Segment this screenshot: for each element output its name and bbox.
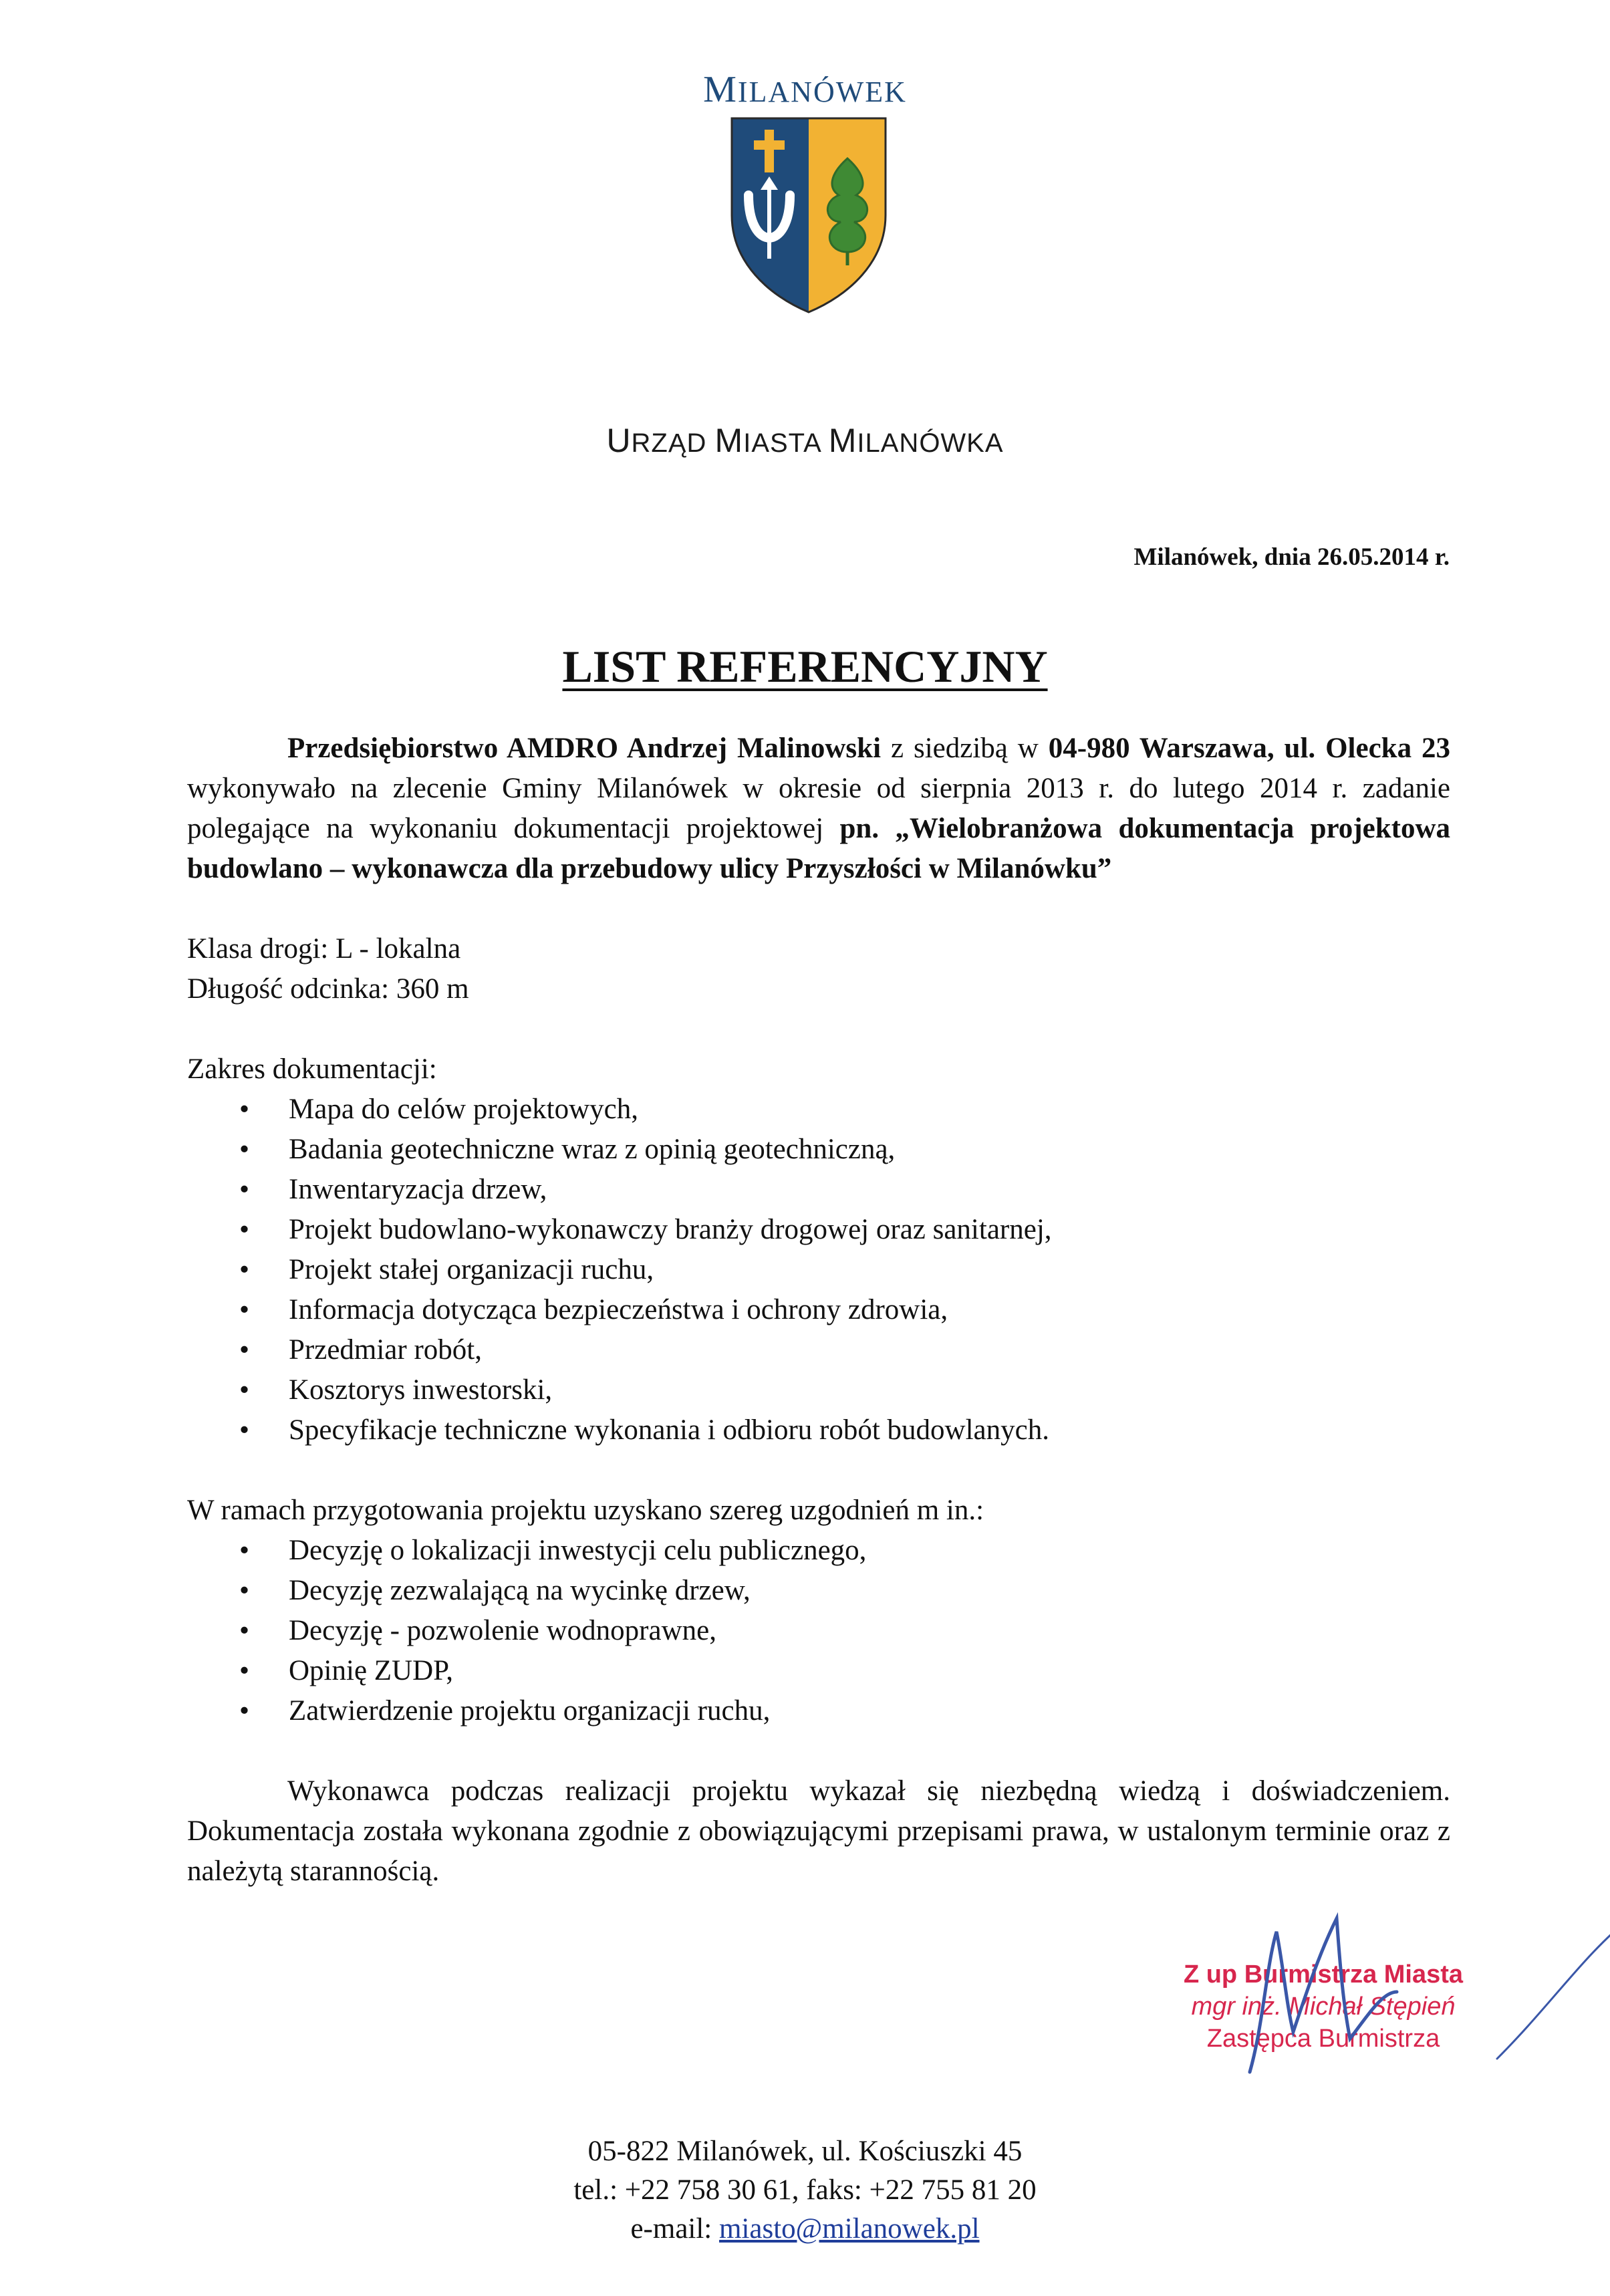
company-name: Przedsiębiorstwo AMDRO Andrzej Malinowski xyxy=(287,733,882,764)
list-item: • Informacja dotycząca bezpieczeństwa i ochrony zdrowia, xyxy=(187,1290,1450,1330)
coat-of-arms-icon xyxy=(728,115,889,315)
list-item: • Kosztorys inwestorski, xyxy=(187,1370,1450,1410)
list-item: • Badania geotechniczne wraz z opinią geotechniczną, xyxy=(187,1130,1450,1170)
list-item: • Decyzję o lokalizacji inwestycji celu publicznego, xyxy=(187,1531,1450,1571)
company-address: 04-980 Warszawa, ul. Olecka 23 xyxy=(1048,733,1451,764)
letter-body xyxy=(187,729,1450,1892)
document-title: LIST REFERENCYJNY xyxy=(562,641,1048,692)
list-item: • Przedmiar robót, xyxy=(187,1330,1450,1370)
footer-email-line: e-mail: miasto@milanowek.pl xyxy=(630,2213,980,2245)
list-item: • Decyzję - pozwolenie wodnoprawne, xyxy=(187,1611,1450,1651)
approvals-heading: W ramach przygotowania projektu uzyskano szereg uzgodnień m in.: xyxy=(187,1495,984,1526)
list-item: • Projekt stałej organizacji ruchu, xyxy=(187,1250,1450,1290)
road-class: Klasa drogi: L - lokalna xyxy=(187,933,461,965)
stamp-line-3: Zastępca Burmistrza xyxy=(1206,2025,1440,2053)
list-item: • Decyzję zezwalającą na wycinkę drzew, xyxy=(187,1571,1450,1611)
stamp-line-1: Z up Burmistrza Miasta xyxy=(1183,1960,1464,1989)
list-item: • Opinię ZUDP, xyxy=(187,1651,1450,1691)
list-item: • Projekt budowlano-wykonawczy branży drogowej oraz sanitarnej, xyxy=(187,1210,1450,1250)
list-item: • Mapa do celów projektowych, xyxy=(187,1090,1450,1130)
scope-list xyxy=(187,1090,1450,1450)
handwritten-signature xyxy=(1150,1892,1610,2112)
intro-paragraph: Przedsiębiorstwo AMDRO Andrzej Malinowski z siedzibą w 04-980 Warszawa, ul. Olecka 23 wykonywało na zlecenie Gminy Milanówek w okresie od sierpnia 2013 r. do lutego 2014 r. zadanie polegające na wykonaniu dokumentacji projektowej pn. „Wielobranżowa dokumentacja projektowa budowlano – wykonawcza dla przebudowy ulicy Przyszłości w Milanówku” xyxy=(187,733,1451,884)
section-length: Długość odcinka: 360 m xyxy=(187,973,469,1005)
stamp-line-2: mgr inż. Michał Stępień xyxy=(1191,1993,1456,2021)
date-line: Milanówek, dnia 26.05.2014 r. xyxy=(1133,543,1450,571)
municipality-name: MILANÓWEK xyxy=(703,69,907,110)
approvals-list xyxy=(187,1531,1450,1731)
list-item: • Specyfikacje techniczne wykonania i odbioru robót budowlanych. xyxy=(187,1410,1450,1450)
list-item: • Zatwierdzenie projektu organizacji ruchu, xyxy=(187,1691,1450,1731)
email-link[interactable]: miasto@milanowek.pl xyxy=(719,2213,980,2245)
scope-heading: Zakres dokumentacji: xyxy=(187,1053,437,1085)
footer xyxy=(0,2132,1610,2249)
list-item: • Inwentaryzacja drzew, xyxy=(187,1170,1450,1210)
office-name: URZĄD MIASTA MILANÓWKA xyxy=(606,422,1004,459)
footer-address: 05-822 Milanówek, ul. Kościuszki 45 xyxy=(587,2136,1023,2167)
closing-paragraph: Wykonawca podczas realizacji projektu wykazał się niezbędną wiedzą i doświadczeniem. Dokumentacja została wykonana zgodnie z obowiązującymi przepisami prawa, w ustalonym terminie oraz z należytą starannością. xyxy=(187,1775,1450,1887)
footer-phone: tel.: +22 758 30 61, faks: +22 755 81 20 xyxy=(573,2174,1037,2206)
project-name: pn. „Wielobranżowa dokumentacja projektowa budowlano – wykonawcza dla przebudowy ulicy Przyszłości w Milanówku” xyxy=(187,813,1451,884)
